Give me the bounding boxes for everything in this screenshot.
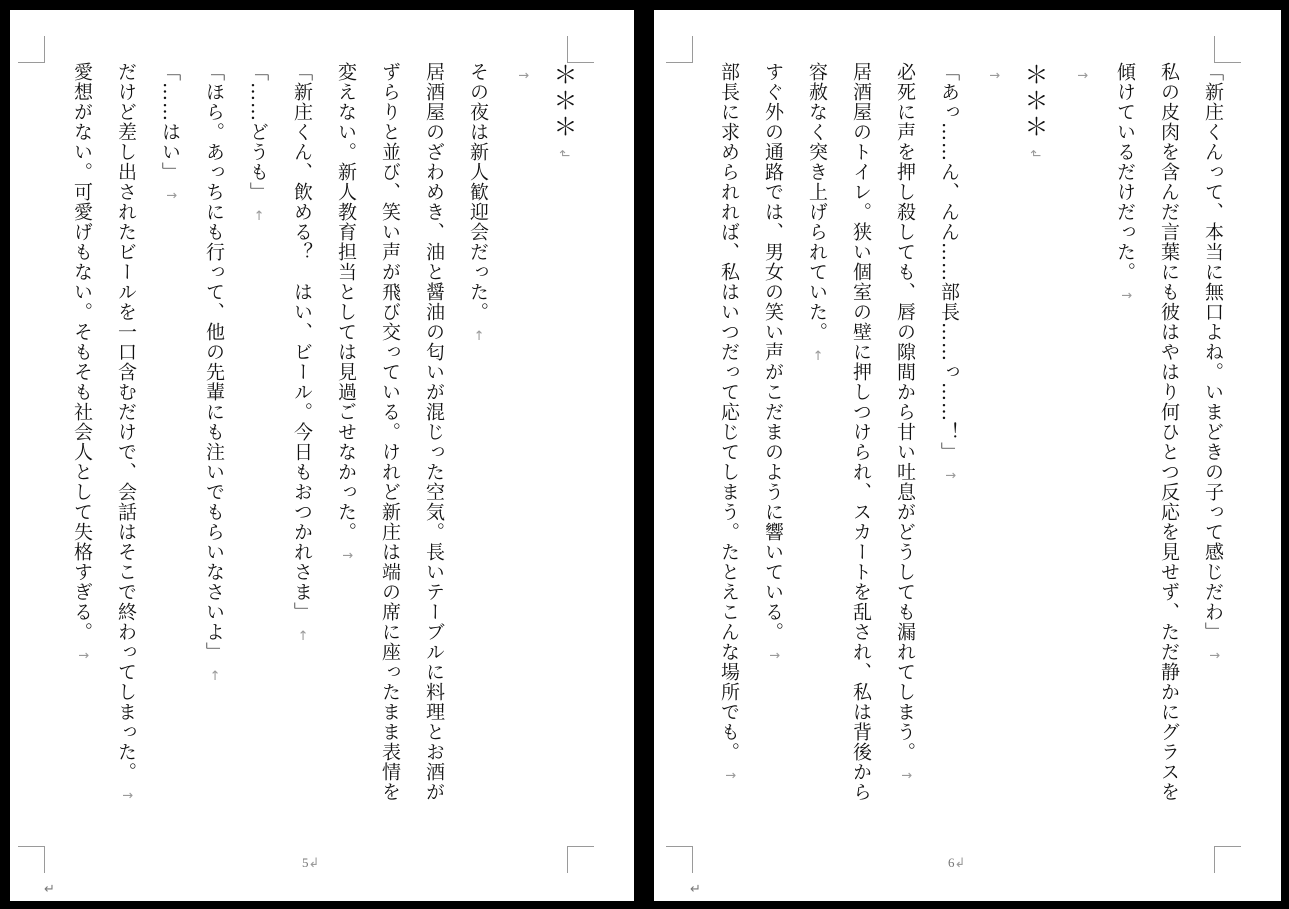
up-mark-icon: ↑ [339, 550, 354, 562]
return-mark-icon: ↲ [556, 148, 571, 160]
up-mark-icon: ↑ [1206, 650, 1221, 662]
text-line [695, 62, 739, 842]
crop-mark-bottom-left [18, 846, 45, 873]
crop-mark-top-right [1214, 36, 1241, 63]
paragraph-mark-icon: ↵ [690, 882, 701, 897]
up-mark-icon: ↑ [898, 770, 913, 782]
text-line [444, 62, 488, 842]
text-line-content: 「新庄くん、飲める？ はい、ビール。今日もおつかれさま」 [291, 62, 313, 622]
return-icon: ↲ [954, 856, 966, 871]
text-line [871, 62, 915, 842]
page-body-text[interactable] [695, 62, 1223, 842]
text-line [1047, 62, 1091, 842]
text-line [783, 62, 827, 842]
text-line-content: ずらりと並び、笑い声が飛び交っている。けれど新庄は端の席に座ったまま表情を [379, 62, 401, 802]
up-mark-icon: ↑ [942, 470, 957, 482]
page-number-value: 6 [948, 855, 955, 870]
return-icon: ↲ [308, 856, 320, 871]
text-line [1003, 62, 1047, 842]
up-mark-icon: ↑ [986, 70, 1001, 82]
up-mark-icon: ↑ [75, 650, 90, 662]
crop-mark-top-left [666, 36, 693, 63]
arrow-mark-icon: ← [295, 630, 310, 642]
text-line [400, 62, 444, 842]
text-line [739, 62, 783, 842]
text-line [268, 62, 312, 842]
up-mark-icon: ↑ [1118, 290, 1133, 302]
crop-mark-bottom-right [1214, 846, 1241, 873]
arrow-mark-icon: ← [810, 350, 825, 362]
crop-mark-bottom-left [666, 846, 693, 873]
text-line-content: 部長に求められれば、私はいつだって応じてしまう。たとえこんな場所でも。 [718, 62, 740, 762]
text-line-content: ＊＊＊ [1020, 62, 1048, 140]
text-line [488, 62, 532, 842]
text-line [312, 62, 356, 842]
crop-mark-top-right [567, 36, 594, 63]
crop-mark-top-left [18, 36, 45, 63]
text-line [136, 62, 180, 842]
text-line [915, 62, 959, 842]
text-line [356, 62, 400, 842]
arrow-mark-icon: ← [251, 210, 266, 222]
text-line-content: 「新庄くんって、本当に無口よね。いまどきの子って感じだわ」 [1202, 62, 1224, 642]
crop-mark-bottom-right [567, 846, 594, 873]
text-line-content: ＊＊＊ [549, 62, 577, 140]
text-line-content: 居酒屋のざわめき、油と醤油の匂いが混じった空気。長いテーブルに料理とお酒が [423, 62, 445, 802]
up-mark-icon: ↑ [722, 770, 737, 782]
document-page-6 [654, 10, 1281, 901]
up-mark-icon: ↑ [119, 790, 134, 802]
text-line [1091, 62, 1135, 842]
text-line-content: 私の皮肉を含んだ言葉にも彼はやはり何ひとつ反応を見せず、ただ静かにグラスを [1158, 62, 1180, 802]
text-line [180, 62, 224, 842]
text-line-content: 「……はい」 [159, 62, 181, 182]
up-mark-icon: ↑ [1074, 70, 1089, 82]
text-line [92, 62, 136, 842]
text-line-content: 容赦なく突き上げられていた。 [806, 62, 828, 342]
text-line [827, 62, 871, 842]
text-line-content: 「ほら。あっちにも行って、他の先輩にも注いでもらいなさいよ」 [203, 62, 225, 662]
arrow-mark-icon: ← [471, 330, 486, 342]
text-line [532, 62, 576, 842]
text-line [48, 62, 92, 842]
text-line [224, 62, 268, 842]
text-line-content: だけど差し出されたビールを一口含むだけで、会話はそこで終わってしまった。 [115, 62, 137, 782]
text-line-content: 傾けているだけだった。 [1114, 62, 1136, 282]
document-page-5 [10, 10, 634, 901]
text-line [959, 62, 1003, 842]
text-line-content: 「あっ……ん、んん……部長……っ……！」 [938, 62, 960, 462]
text-line-content: 居酒屋のトイレ。狭い個室の壁に押しつけられ、スカートを乱され、私は背後から [850, 62, 872, 802]
text-line-content: 必死に声を押し殺しても、唇の隙間から甘い吐息がどうしても漏れてしまう。 [894, 62, 916, 762]
text-line-content: その夜は新人歓迎会だった。 [467, 62, 489, 322]
text-line [1179, 62, 1223, 842]
text-line-content: すぐ外の通路では、男女の笑い声がこだまのように響いている。 [762, 62, 784, 642]
page-number [302, 855, 319, 871]
arrow-mark-icon: ← [207, 670, 222, 682]
text-line-content: 「……どうも」 [247, 62, 269, 202]
page-number-value: 5 [302, 855, 309, 870]
return-mark-icon: ↲ [1027, 148, 1042, 160]
text-line-content: 愛想がない。可愛げもない。そもそも社会人として失格すぎる。 [71, 62, 93, 642]
page-body-text[interactable] [48, 62, 576, 842]
paragraph-mark-icon: ↵ [44, 882, 55, 897]
page-number [948, 855, 965, 871]
text-line [1135, 62, 1179, 842]
up-mark-icon: ↑ [515, 70, 530, 82]
up-mark-icon: ↑ [766, 650, 781, 662]
text-line-content: 変えない。新人教育担当としては見過ごせなかった。 [335, 62, 357, 542]
up-mark-icon: ↑ [163, 190, 178, 202]
